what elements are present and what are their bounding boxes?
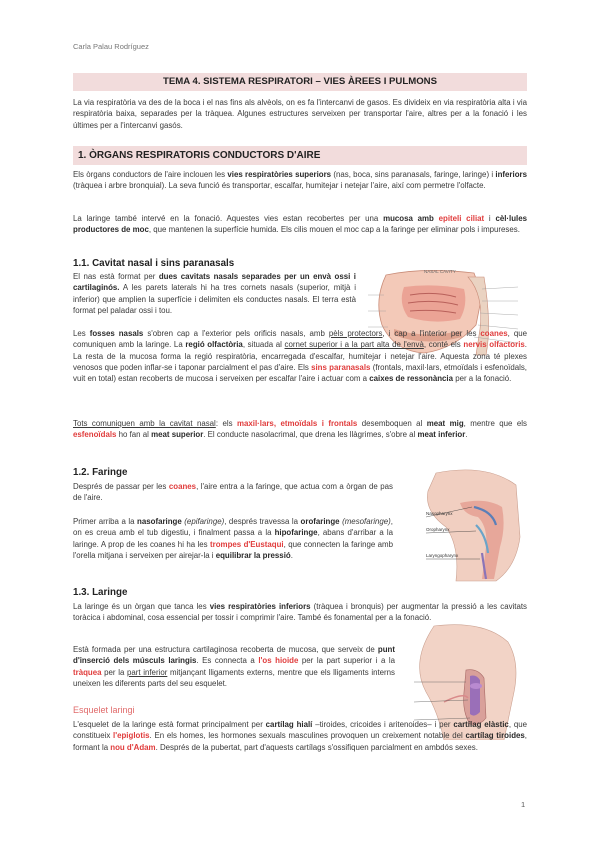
subsection-1-3-paragraph-2: Està formada per una estructura cartilaginosa recoberta de mucosa, que serveix de punt d'inserció dels músculs laringis. Es connecta a l'os hioide per la part superior i a la tràquea per la part inferior mitjançant lligaments externs, mentre que els lligaments interns uneixen les diferents parts del seu esquelet. <box>73 645 396 688</box>
section-1-heading: 1. ÒRGANS RESPIRATORIS CONDUCTORS D'AIRE <box>73 146 527 165</box>
section-1-paragraph-2: La laringe també intervé en la fonació. Aquestes vies estan recobertes per una mucosa amb epiteli ciliat i cèl·lules productores de moc, que mantenen la superfície humida. Els cilis mouen el moc cap a la faringe per eliminar pols i impureses. <box>73 214 528 235</box>
subsection-1-1-paragraph-1: El nas està format per dues cavitats nasals separades per un envà ossi i cartilaginós. A les parets laterals hi ha tres cornets nasals (superior, mitjà i inferior) que amplien la superfície i delimiten els conductes nasals. El terra està format pel paladar ossi i tou. <box>73 272 356 315</box>
author-name: Carla Palau Rodríguez <box>73 42 149 51</box>
pharynx-label-oropharynx: Oropharynx <box>426 527 450 532</box>
document-title: TEMA 4. SISTEMA RESPIRATORI – VIES ÀREES I PULMONS <box>73 73 527 91</box>
subsection-1-1-paragraph-3: Tots comuniquen amb la cavitat nasal: els maxil·lars, etmoïdals i frontals desemboquen al meat mig, mentre que els esfenoïdals ho fan al meat superior. El conducte nasolacrimal, que drena les llàgrimes, s'obre al meat inferior. <box>73 419 527 440</box>
nasal-figure-caption: NASAL CAVITY <box>424 269 456 274</box>
intro-paragraph: La via respiratòria va des de la boca i el nas fins als alvèols, on es fa l'intercanvi de gasos. Es divideix en via respiratòria alta i via respiratòria baixa, separades per la tràquea. Algunes estructures serveixen per transportar l'aire, altres per a la fonació i les últimes per a l'intercanvi gasós. <box>73 98 527 130</box>
subsection-1-2-paragraph-2: Primer arriba a la nasofaringe (epifaringe), després travessa la orofaringe (mesofaringe), on es creua amb el tub digestiu, i finalment passa a la hipofaringe, abans d'arribar a la laringe. A prop de les coanes hi ha les trompes d'Eustaqui, que connecten la faringe amb l'orella mitjana i serveixen per airejar-la i equilibrar la pressió. <box>73 517 394 560</box>
skeleton-paragraph: L'esquelet de la laringe està format principalment per cartílag hialí –tiroides, cricoides i aritenoides– i per cartílag elàstic, que constitueix l'epiglotis. En els homes, les hormones sexuals masculines provoquen un creixement notable del cartílag tiroides, formant la nou d'Adam. Després de la pubertat, part d'aquests cartílags s'ossifiquen parcialment en ambdós sexes. <box>73 720 528 752</box>
subsection-1-1-paragraph-2: Les fosses nasals s'obren cap a l'exterior pels orificis nasals, amb pèls protectors, i cap a l'interior per les coanes, que comuniquen amb la laringe. La regió olfactòria, situada al cornet superior i a la part alta de l'envà, conté els nervis olfactoris. La resta de la mucosa forma la regió respiratòria, encarregada d'escalfar, humitejar i netejar l'aire. Aquesta zona té plexes venosos que poden inflar-se i taponar parcialment el pas d'aire. Els sins paranasals (frontals, maxil·lars, etmoïdals i esfenoïdals, vuit en total) estan recoberts de mucosa i serveixen per escalfar l'aire i actuar com a caixes de ressonància per a la fonació. <box>73 329 527 384</box>
pharynx-label-laryngopharynx: Laryngopharynx <box>426 553 459 558</box>
subsection-1-1-heading: 1.1. Cavitat nasal i sins paranasals <box>73 258 235 269</box>
subsection-1-3-paragraph-1: La laringe és un òrgan que tanca les vies respiratòries inferiors (tràquea i bronquis) per augmentar la pressió a les cavitats toràcica i abdominal, cosa essencial per tossir i comprimir l'aire. També és fonamental per a la fonació. <box>73 602 527 623</box>
subsection-1-2-heading: 1.2. Faringe <box>73 467 128 478</box>
pharynx-figure <box>416 467 526 582</box>
page-number: 1 <box>521 800 526 809</box>
pharynx-label-nasopharynx: Nasopharynx <box>426 511 453 516</box>
subsection-1-3-heading: 1.3. Laringe <box>73 587 128 598</box>
section-1-paragraph-1: Els òrgans conductors de l'aire inclouen les vies respiratòries superiors (nas, boca, sins paranasals, faringe, laringe) i inferiors (tràquea i arbre bronquial). La seva funció és transportar, escalfar, humitejar i netejar l'aire, així com permetre l'olfacte. <box>73 170 527 191</box>
skeleton-heading: Esquelet laringi <box>73 705 135 715</box>
subsection-1-2-paragraph-1: Després de passar per les coanes, l'aire entra a la faringe, que actua com a òrgan de pas de l'aire. <box>73 482 393 503</box>
